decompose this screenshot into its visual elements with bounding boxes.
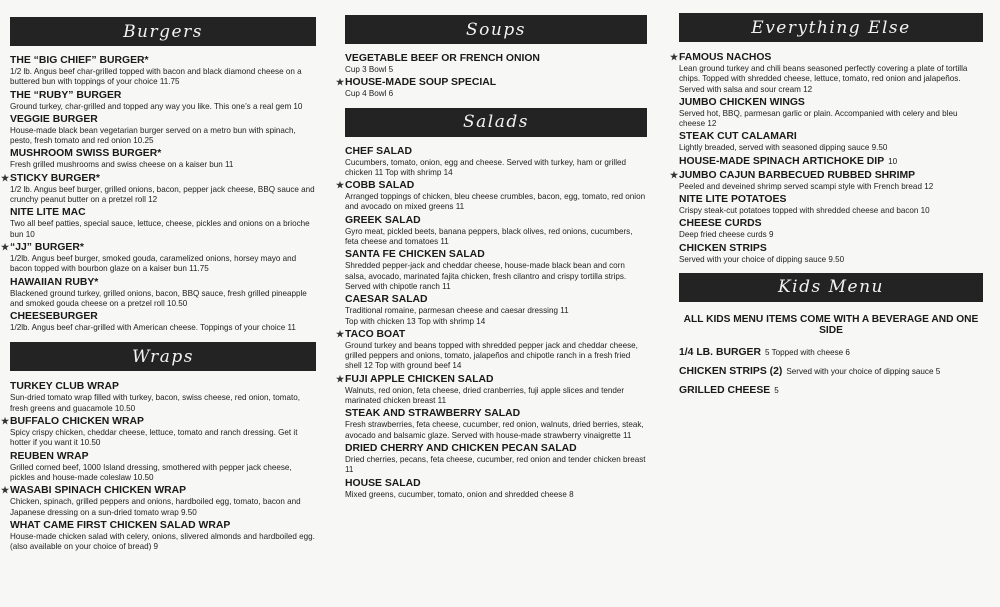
- menu-item-name: VEGGIE BURGER: [10, 113, 98, 125]
- menu-item-description: Traditional romaine, parmesan cheese and caesar dressing 11 Top with chicken 13 Top with shrimp 14: [345, 306, 569, 326]
- menu-item-description: Gyro meat, pickled beets, banana peppers, black olives, red onions, cucumbers, feta cheese and tomatoes 11: [345, 226, 633, 247]
- menu-item-description: Shredded pepper-jack and cheddar cheese, house-made black bean and corn salsa, avocado, marinated fajita chicken, fresh cilantro and crispy tortilla strips. Served with chipotle ranch 11: [345, 261, 627, 291]
- menu-item: [670, 51, 983, 95]
- menu-item: [336, 179, 647, 213]
- menu-item-name: THE “BIG CHIEF” BURGER*: [10, 55, 149, 66]
- menu-item-name: CAESAR SALAD: [345, 294, 428, 306]
- menu-item: [345, 293, 647, 327]
- soups-header: Soups: [345, 15, 647, 44]
- menu-item: [679, 384, 983, 397]
- everything-else-list: [670, 51, 983, 265]
- menu-item-description: Ground turkey and beans topped with shredded pepper jack and cheddar cheese, grilled peppers and onions, tomato, jalapeños and chipotle ranch in a fresh fried shell 12 Top with ground beef 14: [345, 340, 638, 371]
- menu-item-name: “JJ” BURGER*: [10, 241, 84, 253]
- menu-item: [10, 89, 316, 112]
- star-icon: ★: [1, 485, 10, 496]
- star-icon: ★: [336, 328, 345, 339]
- menu-item-description: Cup 3 Bowl 5: [345, 65, 394, 74]
- menu-item: [10, 113, 316, 147]
- menu-item: [345, 52, 647, 75]
- menu-item-name: JUMBO CHICKEN WINGS: [679, 96, 805, 108]
- menu-item-description: Sun-dried tomato wrap filled with turkey, bacon, swiss cheese, red onion, tomato, fresh greens and guacamole 10.50: [10, 393, 301, 413]
- menu-item: [10, 450, 316, 484]
- menu-item: [679, 346, 983, 359]
- menu-item: [1, 484, 316, 518]
- menu-item-price: Served with your choice of dipping sauce 5: [786, 366, 941, 376]
- menu-item-description: Spicy crispy chicken, cheddar cheese, lettuce, tomato and ranch dressing. Get it hotter if you want it 10.50: [10, 428, 298, 448]
- menu-item-description: House-made chicken salad with celery, onions, slivered almonds and hardboiled egg. (also available on your choice of bread) 9: [10, 531, 315, 552]
- right-column: [670, 0, 983, 403]
- menu-item-description: Ground turkey, char-grilled and topped any way you like. This one’s a real gem 10: [10, 101, 303, 111]
- menu-item-description: Peeled and deveined shrimp served scampi style with French bread 12: [679, 181, 934, 191]
- menu-item-description: Fresh strawberries, feta cheese, cucumber, red onion, walnuts, dried berries, steak, avocado and balsamic glaze. Served with house-made strawberry vinaigrette 11: [345, 420, 644, 440]
- menu-item: [345, 442, 647, 476]
- menu-item-description: Lean ground turkey and chili beans seasoned perfectly covering a plate of tortilla chips. Topped with shredded cheese, lettuce, tomato, red onion and jalapeños. Served with salsa and sour cream 12: [679, 64, 968, 94]
- kids-menu-note: ALL KIDS MENU ITEMS COME WITH A BEVERAGE AND ONE SIDE: [683, 313, 979, 336]
- menu-item-description: Walnuts, red onion, feta cheese, dried cranberries, fuji apple slices and tender marinated chicken breast 11: [345, 385, 625, 406]
- menu-item-description: Arranged toppings of chicken, bleu cheese crumbles, bacon, egg, tomato, red onion and avocado on mixed greens 11: [345, 192, 646, 212]
- menu-item: [336, 373, 647, 407]
- menu-item-description: Dried cherries, pecans, feta cheese, cucumber, red onion and tender chicken breast 11: [345, 454, 646, 475]
- menu-item-name: STICKY BURGER*: [10, 172, 100, 184]
- menu-item: [10, 147, 316, 170]
- star-icon: ★: [336, 373, 345, 384]
- menu-item-name: FUJI APPLE CHICKEN SALAD: [345, 373, 494, 385]
- menu-item: [345, 248, 647, 292]
- menu-item-name: REUBEN WRAP: [10, 450, 89, 462]
- menu-item: [679, 155, 983, 168]
- menu-item-description: Crispy steak-cut potatoes topped with shredded cheese and bacon 10: [679, 206, 930, 216]
- menu-item: [336, 328, 647, 372]
- menu-item-description: Served with your choice of dipping sauce 9.50: [679, 254, 845, 264]
- menu-item-description: 1/2 lb. Angus beef char-grilled topped with bacon and black diamond cheese on a buttered bun with toppings of your choice 11.75: [10, 67, 302, 87]
- menu-item-description: Deep fried cheese curds 9: [679, 230, 774, 240]
- kids-list: [679, 346, 983, 397]
- wraps-header: Wraps: [10, 342, 316, 371]
- menu-item: [345, 477, 647, 500]
- menu-item: [345, 214, 647, 248]
- menu-item-name: CHEF SALAD: [345, 145, 412, 157]
- menu-item: [10, 276, 316, 310]
- menu-item-name: HOUSE SALAD: [345, 477, 421, 489]
- star-icon: ★: [1, 416, 10, 427]
- menu-item-name: JUMBO CAJUN BARBECUED RUBBED SHRIMP: [679, 169, 916, 181]
- menu-item-name: CHICKEN STRIPS: [679, 242, 767, 254]
- menu-item-name: VEGETABLE BEEF OR FRENCH ONION: [345, 53, 540, 64]
- menu-item: [1, 172, 316, 206]
- menu-item-name: NITE LITE POTATOES: [679, 194, 787, 206]
- menu-item-price: 5: [774, 385, 779, 395]
- star-icon: ★: [1, 241, 10, 252]
- wraps-list: [1, 380, 316, 552]
- menu-item-description: Two all beef patties, special sauce, lettuce, cheese, pickles and onions on a brioche bun 10: [10, 219, 310, 239]
- menu-item-description: Mixed greens, cucumber, tomato, onion and shredded cheese 8: [345, 489, 574, 499]
- menu-item-description: Chicken, spinach, grilled peppers and onions, hardboiled egg, tomato, bacon and Japanese dressing on a sun-dried tomato wrap 9.50: [10, 497, 301, 517]
- menu-item-name: CHEESE CURDS: [679, 218, 762, 230]
- menu-item-description: Cucumbers, tomato, onion, egg and cheese. Served with turkey, ham or grilled chicken 11 Top with shrimp 14: [345, 157, 627, 177]
- menu-item-name: DRIED CHERRY AND CHICKEN PECAN SALAD: [345, 442, 577, 454]
- star-icon: ★: [336, 180, 345, 191]
- menu-item: [1, 415, 316, 449]
- menu-item-description: Blackened ground turkey, grilled onions, bacon, BBQ sauce, fresh grilled pineapple and smoked gouda cheese on a pretzel roll 10.50: [10, 288, 307, 308]
- menu-item-name: BUFFALO CHICKEN WRAP: [10, 416, 144, 428]
- menu-item-name: SANTA FE CHICKEN SALAD: [345, 249, 485, 261]
- menu-item-name: TACO BOAT: [345, 328, 406, 340]
- menu-item-name: FAMOUS NACHOS: [679, 52, 772, 63]
- menu-item: [679, 365, 983, 378]
- menu-item: [1, 241, 316, 275]
- menu-item: [679, 193, 983, 216]
- salads-list: [336, 145, 647, 500]
- menu-item: [345, 145, 647, 179]
- menu-item-name: GREEK SALAD: [345, 214, 421, 226]
- menu-item-description: Fresh grilled mushrooms and swiss cheese on a kaiser bun 11: [10, 160, 234, 170]
- menu-item-description: House-made black bean vegetarian burger served on a metro bun with spinach, pesto, fresh tomato and red onion 10.25: [10, 125, 296, 146]
- star-icon: ★: [670, 52, 679, 62]
- menu-item-name: THE “RUBY” BURGER: [10, 89, 122, 101]
- menu-item: [679, 242, 983, 265]
- menu-item: [10, 206, 316, 240]
- middle-column: [336, 0, 647, 501]
- burgers-header: Burgers: [10, 17, 316, 46]
- menu-item-name: HOUSE-MADE SOUP SPECIAL: [345, 77, 497, 89]
- menu-item-name: STEAK CUT CALAMARI: [679, 131, 797, 143]
- star-icon: ★: [670, 169, 679, 180]
- menu-item: [10, 310, 316, 333]
- menu-item: [679, 96, 983, 130]
- menu-item-description: Served hot, BBQ, parmesan garlic or plain. Accompanied with celery and bleu cheese 12: [679, 108, 958, 129]
- everything-else-header: Everything Else: [679, 13, 983, 42]
- menu-item-name: MUSHROOM SWISS BURGER*: [10, 148, 162, 160]
- menu-item-name: COBB SALAD: [345, 180, 415, 192]
- menu-item-description: Cup 4 Bowl 6: [345, 89, 394, 99]
- salads-header: Salads: [345, 108, 647, 137]
- menu-item: [10, 380, 316, 414]
- menu-item-name: NITE LITE MAC: [10, 207, 86, 219]
- burgers-list: [1, 54, 316, 333]
- menu-item-name: 1/4 LB. BURGER: [679, 346, 761, 358]
- star-icon: ★: [1, 172, 10, 183]
- menu-item-name: WASABI SPINACH CHICKEN WRAP: [10, 485, 187, 497]
- left-column: [1, 0, 316, 553]
- menu-item: [345, 407, 647, 441]
- menu-item-name: CHEESEBURGER: [10, 311, 98, 323]
- menu-item: [679, 217, 983, 240]
- menu-item-name: HOUSE-MADE SPINACH ARTICHOKE DIP: [679, 155, 885, 167]
- menu-item-price: 10: [888, 156, 898, 166]
- kids-menu-header: Kids Menu: [679, 273, 983, 302]
- star-icon: ★: [336, 77, 345, 88]
- menu-item: [670, 169, 983, 192]
- menu-item-description: 1/2lb. Angus beef burger, smoked gouda, caramelized onions, horsey mayo and bacon topped with bourbon glaze on a kaiser bun 11.75: [10, 253, 297, 274]
- menu-item-description: Grilled corned beef, 1000 Island dressing, smothered with pepper jack cheese, pickles and house-made coleslaw 10.50: [10, 462, 292, 482]
- menu-item-name: STEAK AND STRAWBERRY SALAD: [345, 408, 521, 420]
- menu-item-description: 1/2lb. Angus beef char-grilled with American cheese. Toppings of your choice 11: [10, 323, 296, 333]
- menu-item: [336, 76, 647, 99]
- menu-item-description: 1/2 lb. Angus beef burger, grilled onions, bacon, pepper jack cheese, BBQ sauce and crunchy peanut butter on a pretzel roll 12: [10, 184, 315, 205]
- menu-item: [679, 130, 983, 153]
- menu-item: [10, 519, 316, 553]
- menu-item-name: HAWAIIAN RUBY*: [10, 276, 99, 288]
- soups-list: [336, 52, 647, 100]
- menu-item-description: Lightly breaded, served with seasoned dipping sauce 9.50: [679, 143, 888, 153]
- menu-item-price: 5 Topped with cheese 6: [764, 347, 850, 357]
- menu-item-name: WHAT CAME FIRST CHICKEN SALAD WRAP: [10, 519, 231, 531]
- menu-item-name: GRILLED CHEESE: [679, 384, 771, 396]
- menu-item-name: CHICKEN STRIPS (2): [679, 365, 783, 377]
- menu-item: [10, 54, 316, 88]
- menu-item-name: TURKEY CLUB WRAP: [10, 381, 119, 393]
